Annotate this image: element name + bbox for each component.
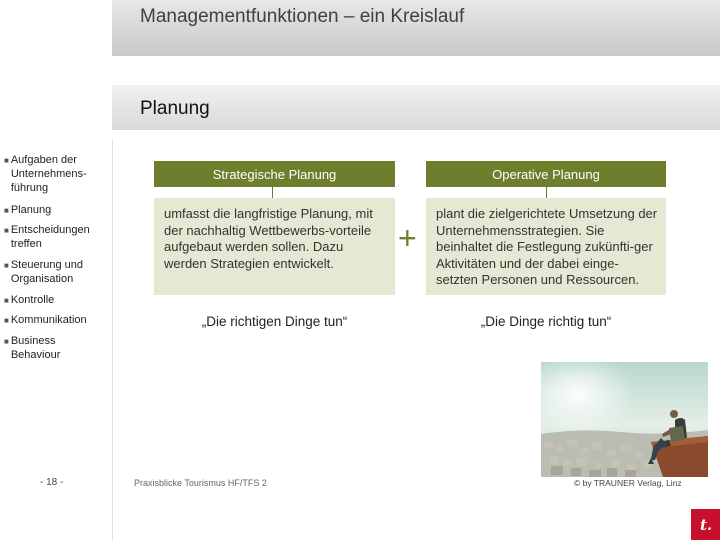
bullet-icon: ■	[4, 156, 9, 165]
bullet-icon: ■	[4, 206, 9, 215]
sidebar-item-business-behaviour[interactable]: ■ Business Behaviour	[4, 335, 61, 361]
sidebar-item-aufgaben[interactable]: ■ Aufgaben der Unternehmens- führung	[4, 154, 87, 194]
sidebar-item-kommunikation[interactable]: ■ Kommunikation	[4, 314, 87, 326]
footer-source: Praxisblicke Tourismus HF/TFS 2	[134, 478, 267, 488]
operative-description: plant die zielgerichtete Umsetzung der Unternehmensstrategien. Sie beinhaltet die Festlegung zukünfti-ger Aktivitäten und der dabei einge-setzten Personen und Ressourcen.	[426, 198, 666, 295]
strategic-slogan: „Die richtigen Dinge tun“	[201, 314, 348, 329]
trauner-logo	[691, 509, 720, 540]
plus-icon: +	[398, 220, 417, 256]
bullet-icon: ■	[4, 226, 9, 235]
sidebar-item-kontrolle[interactable]: ■ Kontrolle	[4, 294, 55, 306]
page-title: Managementfunktionen – ein Kreislauf	[140, 6, 465, 27]
sidebar-item-steuerung[interactable]: ■ Steuerung und Organisation	[4, 259, 84, 285]
bullet-icon: ■	[4, 296, 9, 305]
footer-copyright: © by TRAUNER Verlag, Linz	[574, 478, 682, 488]
operative-slogan: „Die Dinge richtig tun“	[480, 314, 612, 329]
bullet-icon: ■	[4, 316, 9, 325]
hiker-city-photo	[541, 362, 708, 477]
strategic-description: umfasst die langfristige Planung, mit der nachhaltig Wettbewerbs-vorteile aufgebaut werden sollen. Dazu werden Strategien entwickelt.	[154, 198, 395, 295]
page-number: - 18 -	[40, 477, 64, 488]
section-title: Planung	[140, 98, 210, 119]
bullet-icon: ■	[4, 261, 9, 270]
logo-text: t.	[700, 516, 713, 534]
sidebar-item-entscheidungen[interactable]: ■ Entscheidungen treffen	[4, 224, 90, 250]
strategic-heading-box: Strategische Planung	[154, 161, 395, 187]
bullet-icon: ■	[4, 337, 9, 346]
sidebar-item-planung[interactable]: ■ Planung	[4, 204, 52, 216]
operative-heading-box: Operative Planung	[426, 161, 666, 187]
